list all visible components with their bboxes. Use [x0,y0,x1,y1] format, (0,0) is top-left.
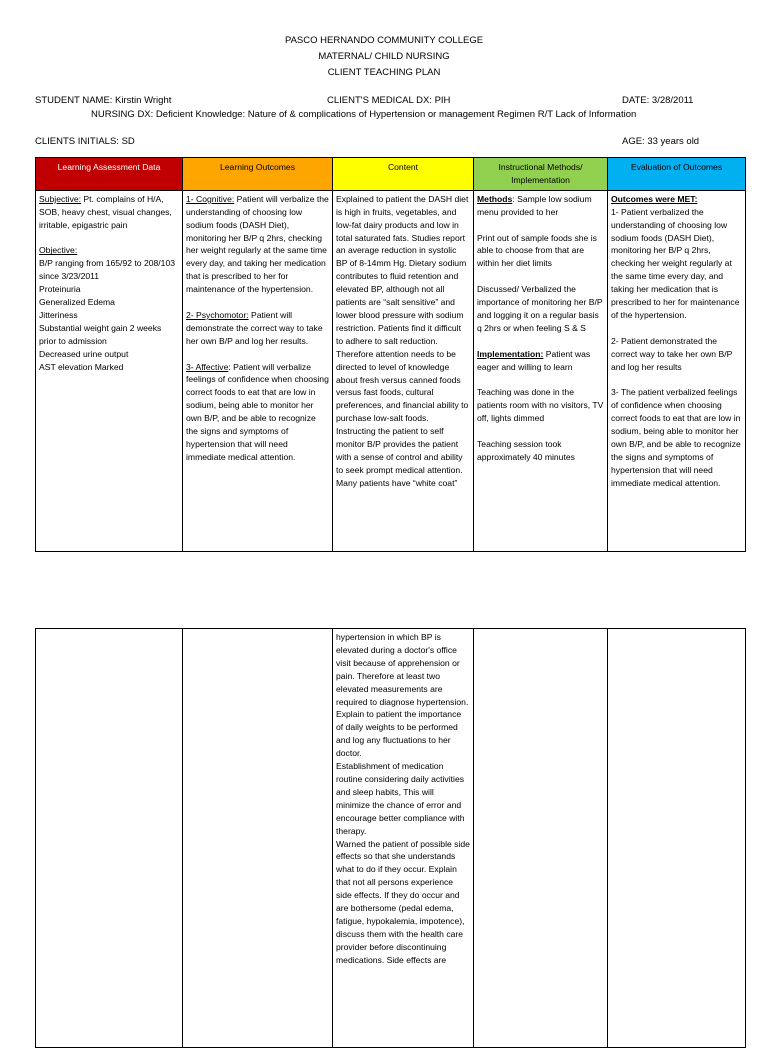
col-header-methods: Instructional Methods/ Implementation [474,158,608,191]
evaluation-2: 2- Patient demonstrated the correct way to take her own B/P and log her results [611,335,733,372]
cognitive-label: 1- Cognitive: [186,193,235,204]
assessment-cell-continued [36,629,183,1048]
objective-item: Proteinuria [39,284,81,295]
evaluation-cell [608,190,746,551]
psychomotor-text: Patient will demonstrate the correct way to take her own B/P and log her results. [186,309,323,346]
subjective-label: Subjective: [39,193,82,204]
evaluation-1: 1- Patient verbalized the understanding of choosing low sodium foods (DASH Diet), monitoring her B/P q 2hrs, checking her weight regularly at the same time every day, and taking her medication that is prescribed to her for maintenance of the hypertension. [611,206,740,320]
objective-item: Substantial weight gain 2 weeks prior to admission [39,322,162,346]
client-age: AGE: 33 years old [622,136,700,147]
col-header-content: Content [333,158,474,191]
methods-cell-continued [474,629,608,1048]
assessment-cell [36,190,183,551]
cognitive-text: Patient will verbalize the understanding of choosing low sodium foods (DASH Diet), monitoring her B/P q 2hrs, checking her weight regularly at the same time every day, and taking her medication that is prescribed to her for maintenance of the hypertension. [186,193,329,295]
implementation-label: Implementation: [477,348,544,359]
objective-label: Objective: [39,245,78,256]
psychomotor-label: 2- Psychomotor: [186,309,249,320]
objective-item: B/P ranging from 165/92 to 208/103 since 3/23/2011 [39,258,176,282]
print-text: Print out of sample foods she is able to choose from that are within her diet limits [477,232,597,269]
col-header-assessment: Learning Assessment Data [36,158,183,191]
client-initials: CLIENTS INITIALS: SD [35,136,135,147]
plan-title: CLIENT TEACHING PLAN [327,67,441,78]
methods-cell [474,190,608,551]
objective-item: Decreased urine output [39,348,129,359]
evaluation-cell-continued [608,629,746,1048]
content-side-effects: Warned the patient of possible side effects so that she understands what to do if they occur. Explain that not all persons experience side effects. If they do occur and are bothersome (pedal edema, fatigue, hypokalemia, impotence), discuss them with the health care provider before discontinuing medications. Side effects are [336,838,470,965]
nursing-dx: NURSING DX: Deficient Knowledge: Nature of & complications of Hypertension or management Regimen R/T Lack of Information [91,109,637,120]
course-name: MATERNAL/ CHILD NURSING [318,51,450,62]
content-daily-weights: Explain to patient the importance of daily weights to be performed and log any fluctuations to her doctor. [336,709,462,759]
subjective-text: Pt. complains of H/A, SOB, heavy chest, visual changes, irritable, epigastric pain [39,193,172,230]
college-name: PASCO HERNANDO COMMUNITY COLLEGE [284,35,484,46]
outcomes-met-label: Outcomes were MET: [611,193,698,204]
content-cell-continued [333,629,474,1048]
date: DATE: 3/28/2011 [622,95,694,106]
teaching-plan-table [35,157,746,552]
objective-item: AST elevation Marked [39,361,124,372]
evaluation-3: 3- The patient verbalized feelings of confidence when choosing correct foods to eat that are low in sodium, being able to monitor her own B/P, and be able to recognize the signs and symptoms of hypertension that will need immediate medical attention. [611,387,741,488]
affective-text: : Patient will verbalize feelings of confidence when choosing correct foods to eat that are low in sodium, being able to monitor her own B/P, and be able to recognize the signs and symptoms of hypertension that will need immediate medical attention. [186,361,329,462]
objective-item: Jitteriness [39,309,78,320]
medical-dx: CLIENT'S MEDICAL DX: PIH [327,95,451,106]
methods-label: Methods [477,193,513,204]
objective-item: Generalized Edema [39,297,115,308]
methods-text: : Sample low sodium menu provided to her [477,193,592,217]
teaching-plan-table-continued [35,628,746,1048]
content-dash: Explained to patient the DASH diet is high in fruits, vegetables, and low-fat dairy products and low in total saturated fats. Studies report an average reduction in systolic BP of 8-14mm Hg. Dietary sodium contributes to fluid retention and elevated BP, although not all patients are “salt sensitive” and lower blood pressure with sodium restriction. Patients find it difficult to adhere to salt reduction. Therefore attention needs to be directed to level of knowledge about fresh versus canned foods versus fast foods, cultural preferences, and financial ability to purchase low-salt foods. [336,193,469,424]
outcomes-cell [183,190,333,551]
discussed-text: Discussed/ Verbalized the importance of monitoring her B/P and logging it on a regular basis q 2hrs or when feeling S & S [477,284,603,333]
affective-label: 3- Affective [186,361,229,372]
student-name: STUDENT NAME: Kirstin Wright [35,95,172,106]
content-cell [333,190,474,551]
content-medication-routine: Establishment of medication routine considering daily activities and sleep habits, This will minimize the chance of error and encourage better compliance with therapy. [336,761,465,836]
col-header-evaluation: Evaluation of Outcomes [608,158,746,191]
content-white-coat: hypertension in which BP is elevated during a doctor's office visit because of apprehension or pain. Therefore at least two elevated measurements are required to diagnose hypertension. [336,632,469,707]
outcomes-cell-continued [183,629,333,1048]
implementation-text: Patient was eager and willing to learn [477,348,591,372]
session-text: Teaching session took approximately 40 minutes [477,438,575,462]
col-header-outcomes: Learning Outcomes [183,158,333,191]
content-self-monitor: Instructing the patient to self monitor B/P provides the patient with a sense of control and ability to seek prompt medical attention. Many patients have “white coat” [336,426,463,488]
teaching-text: Teaching was done in the patients room with no visitors, TV off, lights dimmed [477,387,604,424]
